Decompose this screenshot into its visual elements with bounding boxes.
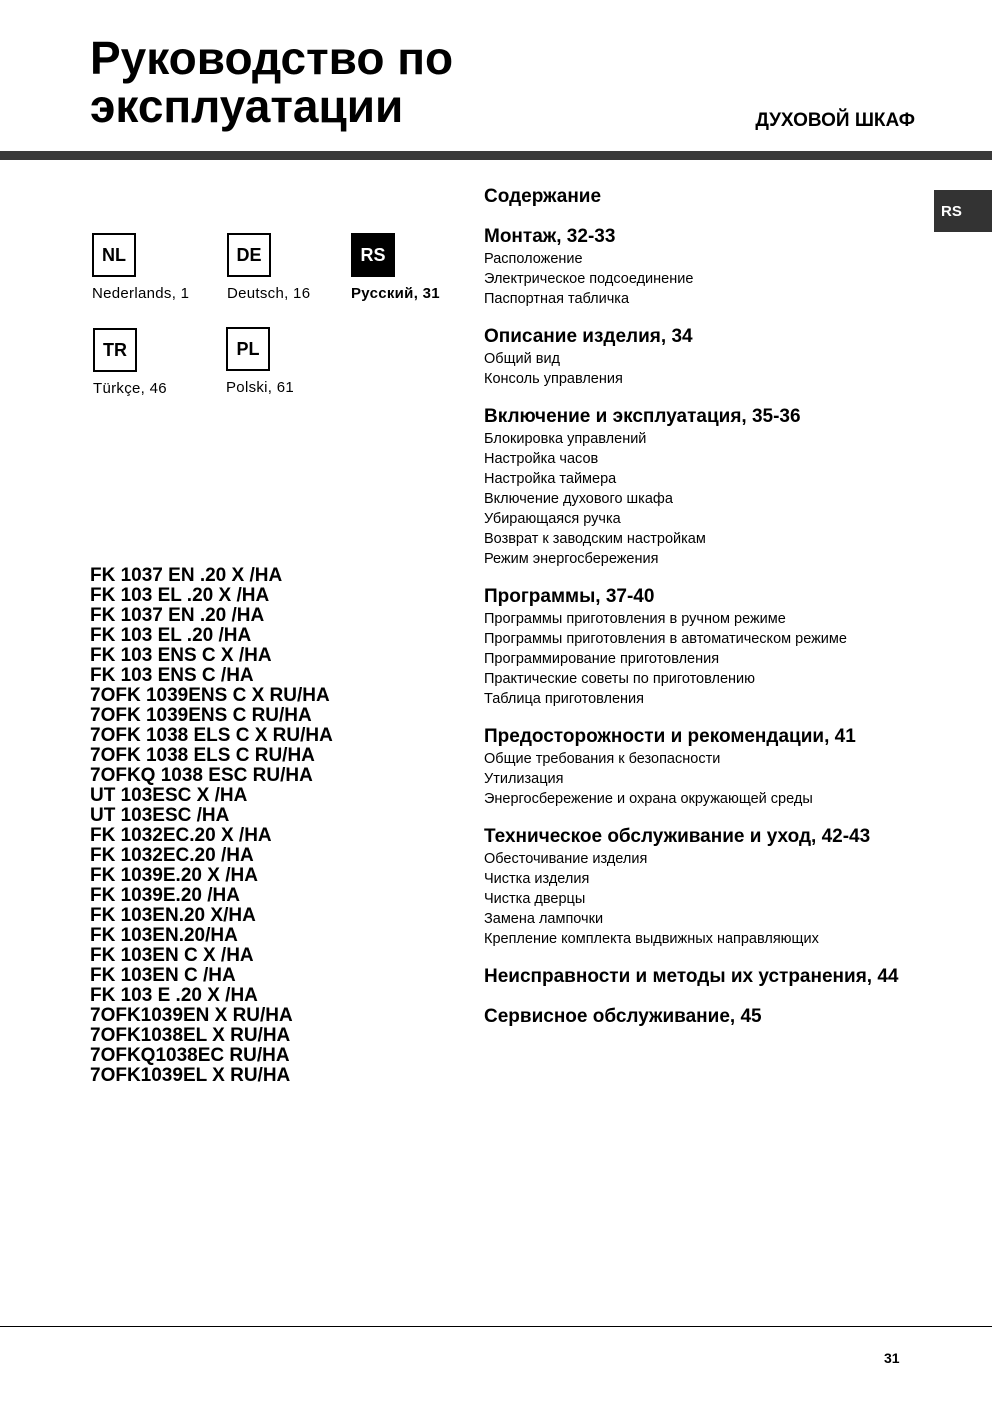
toc-item[interactable]: Настройка часов (484, 451, 599, 467)
language-rs[interactable] (351, 233, 440, 302)
model-item: UT 103ESC X /HA (90, 785, 248, 806)
language-de[interactable] (227, 233, 310, 302)
toc-item[interactable]: Утилизация (484, 771, 564, 787)
toc-section-title[interactable]: Техническое обслуживание и уход, 42-43 (484, 826, 871, 847)
toc-section (484, 225, 934, 309)
model-item: FK 1032EC.20 /HA (90, 845, 254, 866)
toc-item[interactable]: Общие требования к безопасности (484, 751, 721, 767)
toc-section-title[interactable]: Программы, 37-40 (484, 586, 655, 607)
model-item: FK 1039E.20 X /HA (90, 865, 258, 886)
toc-section (484, 1005, 934, 1029)
language-code-box: NL (92, 233, 136, 277)
language-tr[interactable] (93, 328, 167, 397)
language-code-box: TR (93, 328, 137, 372)
toc-item[interactable]: Крепление комплекта выдвижных направляющих (484, 931, 819, 947)
language-label: Polski, 61 (226, 379, 295, 396)
model-item: 7OFK 1039ENS C X RU/HA (90, 685, 330, 706)
title-line-2: эксплуатации (90, 80, 404, 132)
product-type: ДУХОВОЙ ШКАФ (755, 110, 915, 131)
footer-divider (0, 1326, 992, 1327)
toc-item[interactable]: Программы приготовления в ручном режиме (484, 611, 786, 627)
toc-section (484, 825, 934, 949)
language-code-box: DE (227, 233, 271, 277)
title-line-1: Руководство по (90, 32, 454, 84)
toc-item[interactable]: Программы приготовления в автоматическом режиме (484, 631, 847, 647)
toc-section (484, 725, 934, 809)
model-item: FK 103 EL .20 /HA (90, 625, 252, 646)
model-item: 7OFK 1039ENS C RU/HA (90, 705, 312, 726)
language-nl[interactable] (92, 233, 189, 302)
toc-item[interactable]: Обесточивание изделия (484, 851, 648, 867)
toc-item-list (484, 349, 934, 389)
toc-item[interactable]: Программирование приготовления (484, 651, 720, 667)
toc-item[interactable]: Практические советы по приготовлению (484, 671, 755, 687)
toc-section-title[interactable]: Включение и эксплуатация, 35-36 (484, 406, 801, 427)
toc-section (484, 965, 934, 989)
toc-item[interactable]: Паспортная табличка (484, 291, 630, 307)
toc-section-title[interactable]: Неисправности и методы их устранения, 44 (484, 966, 899, 987)
toc-item-list (484, 849, 934, 949)
model-item: FK 1039E.20 /HA (90, 885, 240, 906)
model-list (90, 566, 333, 1086)
page-number: 31 (884, 1350, 900, 1366)
toc-section-title[interactable]: Описание изделия, 34 (484, 326, 693, 347)
language-code-box: PL (226, 327, 270, 371)
toc-section (484, 405, 934, 569)
language-tab: RS (934, 190, 992, 232)
model-item: FK 103 ENS C X /HA (90, 645, 272, 666)
toc-item[interactable]: Включение духового шкафа (484, 491, 673, 507)
toc-item-list (484, 429, 934, 569)
model-item: FK 103EN C /HA (90, 965, 236, 986)
toc-item[interactable]: Чистка изделия (484, 871, 590, 887)
model-item: FK 1037 EN .20 /HA (90, 605, 265, 626)
model-item: 7OFKQ 1038 ESC RU/HA (90, 765, 313, 786)
header-divider (0, 151, 992, 160)
toc-item[interactable]: Общий вид (484, 351, 561, 367)
model-item: 7OFK 1038 ELS C RU/HA (90, 745, 315, 766)
toc-item[interactable]: Консоль управления (484, 371, 623, 387)
model-item: FK 103EN C X /HA (90, 945, 254, 966)
toc-section (484, 585, 934, 709)
toc-item[interactable]: Убирающаяся ручка (484, 511, 621, 527)
model-item: FK 1032EC.20 X /HA (90, 825, 272, 846)
toc-item[interactable]: Настройка таймера (484, 471, 617, 487)
toc-item[interactable]: Замена лампочки (484, 911, 604, 927)
language-pl[interactable] (226, 327, 294, 396)
toc-section-title[interactable]: Предосторожности и рекомендации, 41 (484, 726, 856, 747)
toc-item-list (484, 249, 934, 309)
model-item: 7OFK1039EN X RU/HA (90, 1005, 293, 1026)
model-item: 7OFKQ1038EC RU/HA (90, 1045, 290, 1066)
toc-item[interactable]: Блокировка управлений (484, 431, 647, 447)
model-item: 7OFK1039EL X RU/HA (90, 1065, 291, 1086)
model-item: FK 1037 EN .20 X /HA (90, 565, 283, 586)
toc-item[interactable]: Энергосбережение и охрана окружающей среды (484, 791, 813, 807)
toc-item[interactable]: Электрическое подсоединение (484, 271, 694, 287)
toc-item[interactable]: Режим энергосбережения (484, 551, 659, 567)
language-label-active: Русский, 31 (351, 285, 440, 302)
toc-heading: Содержание (484, 186, 602, 207)
model-item: FK 103 E .20 X /HA (90, 985, 258, 1006)
table-of-contents (484, 185, 934, 1045)
toc-section-title[interactable]: Монтаж, 32-33 (484, 226, 616, 247)
toc-item[interactable]: Возврат к заводским настройкам (484, 531, 706, 547)
toc-section (484, 325, 934, 389)
model-item: FK 103EN.20 X/HA (90, 905, 256, 926)
model-item: FK 103 ENS C /HA (90, 665, 254, 686)
language-label: Deutsch, 16 (227, 285, 311, 302)
toc-item[interactable]: Чистка дверцы (484, 891, 586, 907)
model-item: 7OFK 1038 ELS C X RU/HA (90, 725, 333, 746)
toc-section-title[interactable]: Сервисное обслуживание, 45 (484, 1006, 762, 1027)
toc-item[interactable]: Расположение (484, 251, 583, 267)
toc-item-list (484, 609, 934, 709)
model-item: UT 103ESC /HA (90, 805, 230, 826)
model-item: FK 103 EL .20 X /HA (90, 585, 270, 606)
language-label: Türkçe, 46 (93, 380, 167, 397)
language-code-box-active: RS (351, 233, 395, 277)
toc-item[interactable]: Таблица приготовления (484, 691, 645, 707)
language-label: Nederlands, 1 (92, 285, 190, 302)
page-title (90, 34, 453, 130)
model-item: 7OFK1038EL X RU/HA (90, 1025, 291, 1046)
toc-sections (484, 225, 934, 1029)
model-item: FK 103EN.20/HA (90, 925, 238, 946)
toc-item-list (484, 749, 934, 809)
